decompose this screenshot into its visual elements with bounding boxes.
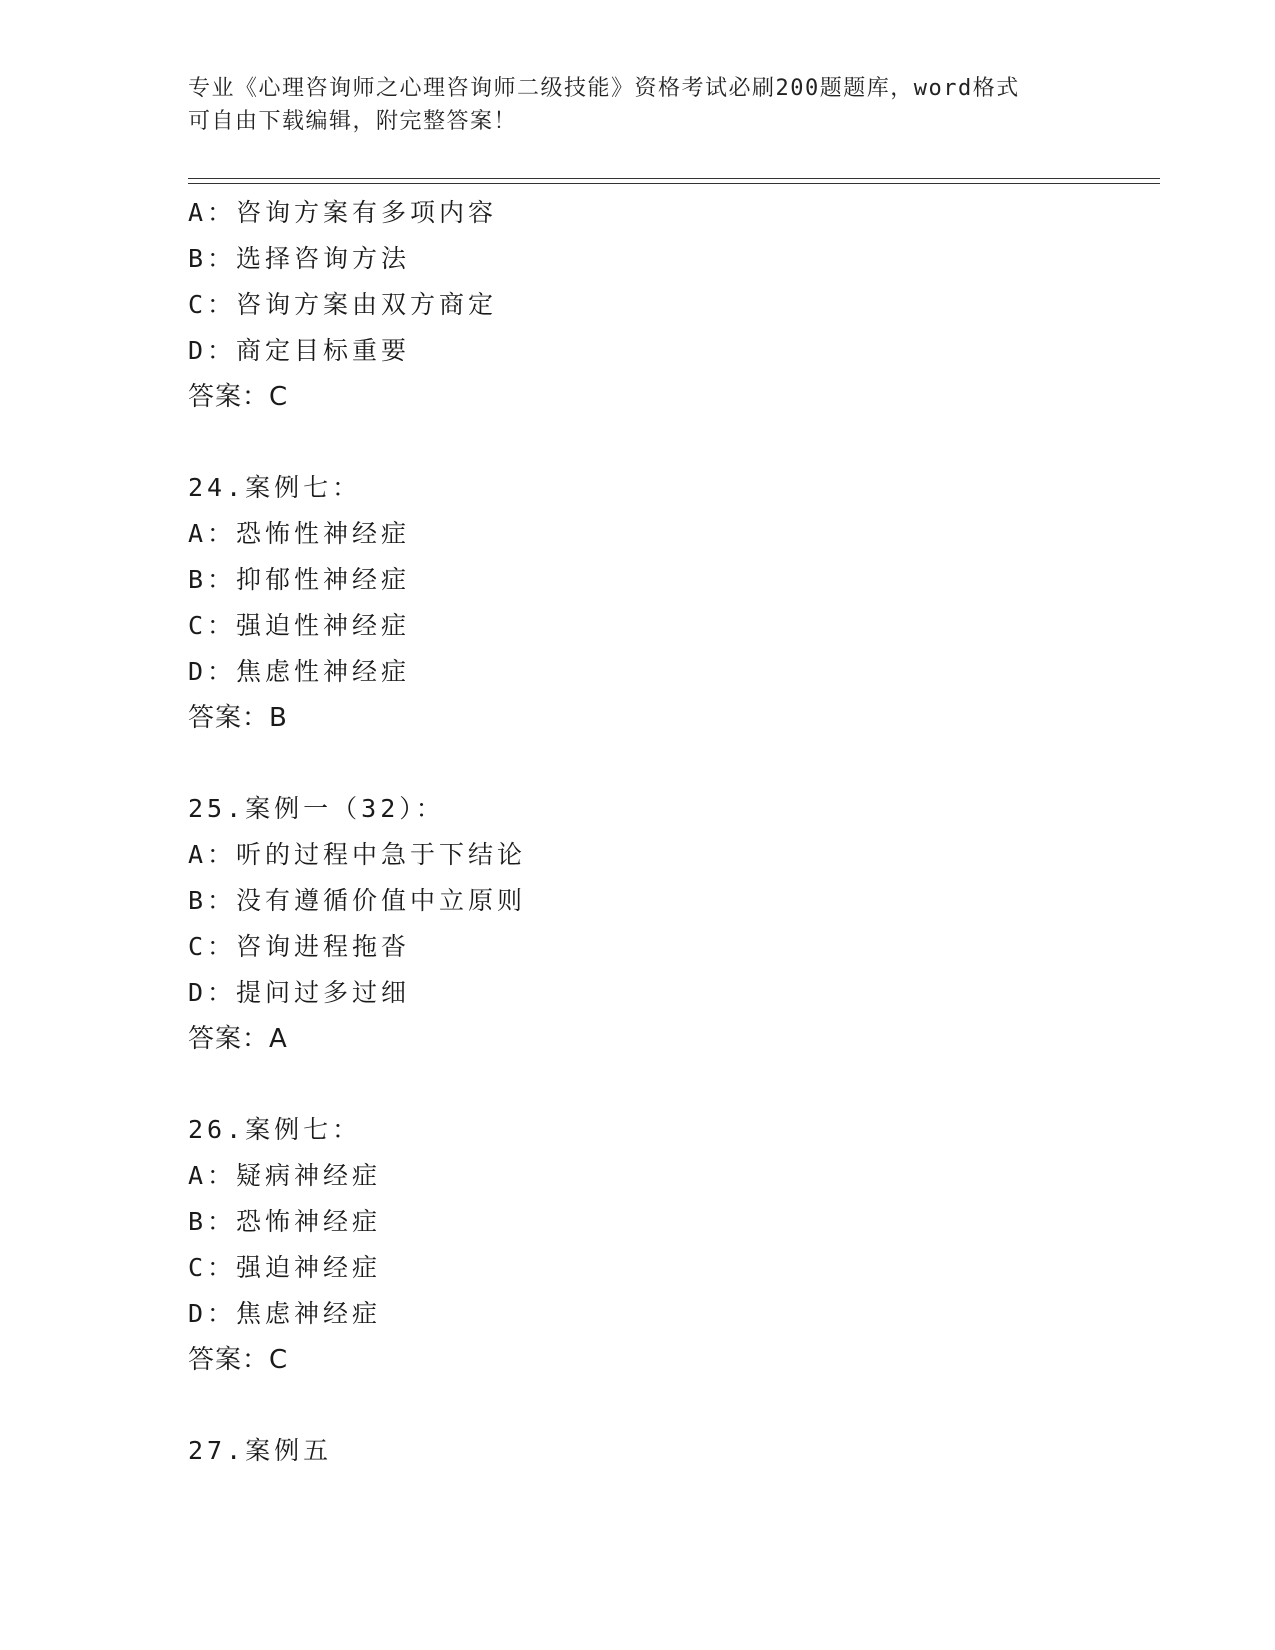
question-block-27 (188, 1428, 1148, 1474)
question-title: 24.案例七： (188, 473, 362, 502)
option-a: A：听的过程中急于下结论 (188, 840, 527, 869)
answer-line: 答案：C (188, 382, 289, 412)
header-divider-top (188, 178, 1160, 179)
spacer (188, 741, 1148, 786)
option-b: B：没有遵循价值中立原则 (188, 886, 527, 915)
option-c: C：咨询方案由双方商定 (188, 290, 498, 319)
option-a: A：疑病神经症 (188, 1161, 382, 1190)
question-block-25 (188, 786, 1148, 1062)
option-d: D：提问过多过细 (188, 978, 411, 1007)
question-title: 26.案例七： (188, 1115, 362, 1144)
option-b: B：抑郁性神经症 (188, 565, 411, 594)
question-block-23 (188, 190, 1148, 420)
option-c: C：强迫神经症 (188, 1253, 382, 1282)
header-line-2: 可自由下载编辑，附完整答案！ (188, 109, 518, 134)
question-block-26 (188, 1107, 1148, 1383)
header-divider-bottom (188, 183, 1160, 184)
question-title: 25.案例一（32）： (188, 794, 445, 823)
option-d: D：焦虑神经症 (188, 1299, 382, 1328)
option-d: D：焦虑性神经症 (188, 657, 411, 686)
spacer (188, 1062, 1148, 1107)
question-title: 27.案例五 (188, 1436, 333, 1465)
question-block-24 (188, 465, 1148, 741)
option-a: A：咨询方案有多项内容 (188, 198, 498, 227)
header-line-1: 专业《心理咨询师之心理咨询师二级技能》资格考试必刷200题题库，word格式 (188, 76, 1020, 101)
option-d: D：商定目标重要 (188, 336, 411, 365)
option-c: C：强迫性神经症 (188, 611, 411, 640)
option-a: A：恐怖性神经症 (188, 519, 411, 548)
answer-line: 答案：A (188, 1024, 288, 1054)
document-header (188, 72, 1088, 138)
spacer (188, 420, 1148, 465)
question-list (188, 190, 1148, 1474)
answer-line: 答案：B (188, 703, 288, 733)
option-c: C：咨询进程拖沓 (188, 932, 411, 961)
option-b: B：恐怖神经症 (188, 1207, 382, 1236)
option-b: B：选择咨询方法 (188, 244, 411, 273)
answer-line: 答案：C (188, 1345, 289, 1375)
spacer (188, 1383, 1148, 1428)
